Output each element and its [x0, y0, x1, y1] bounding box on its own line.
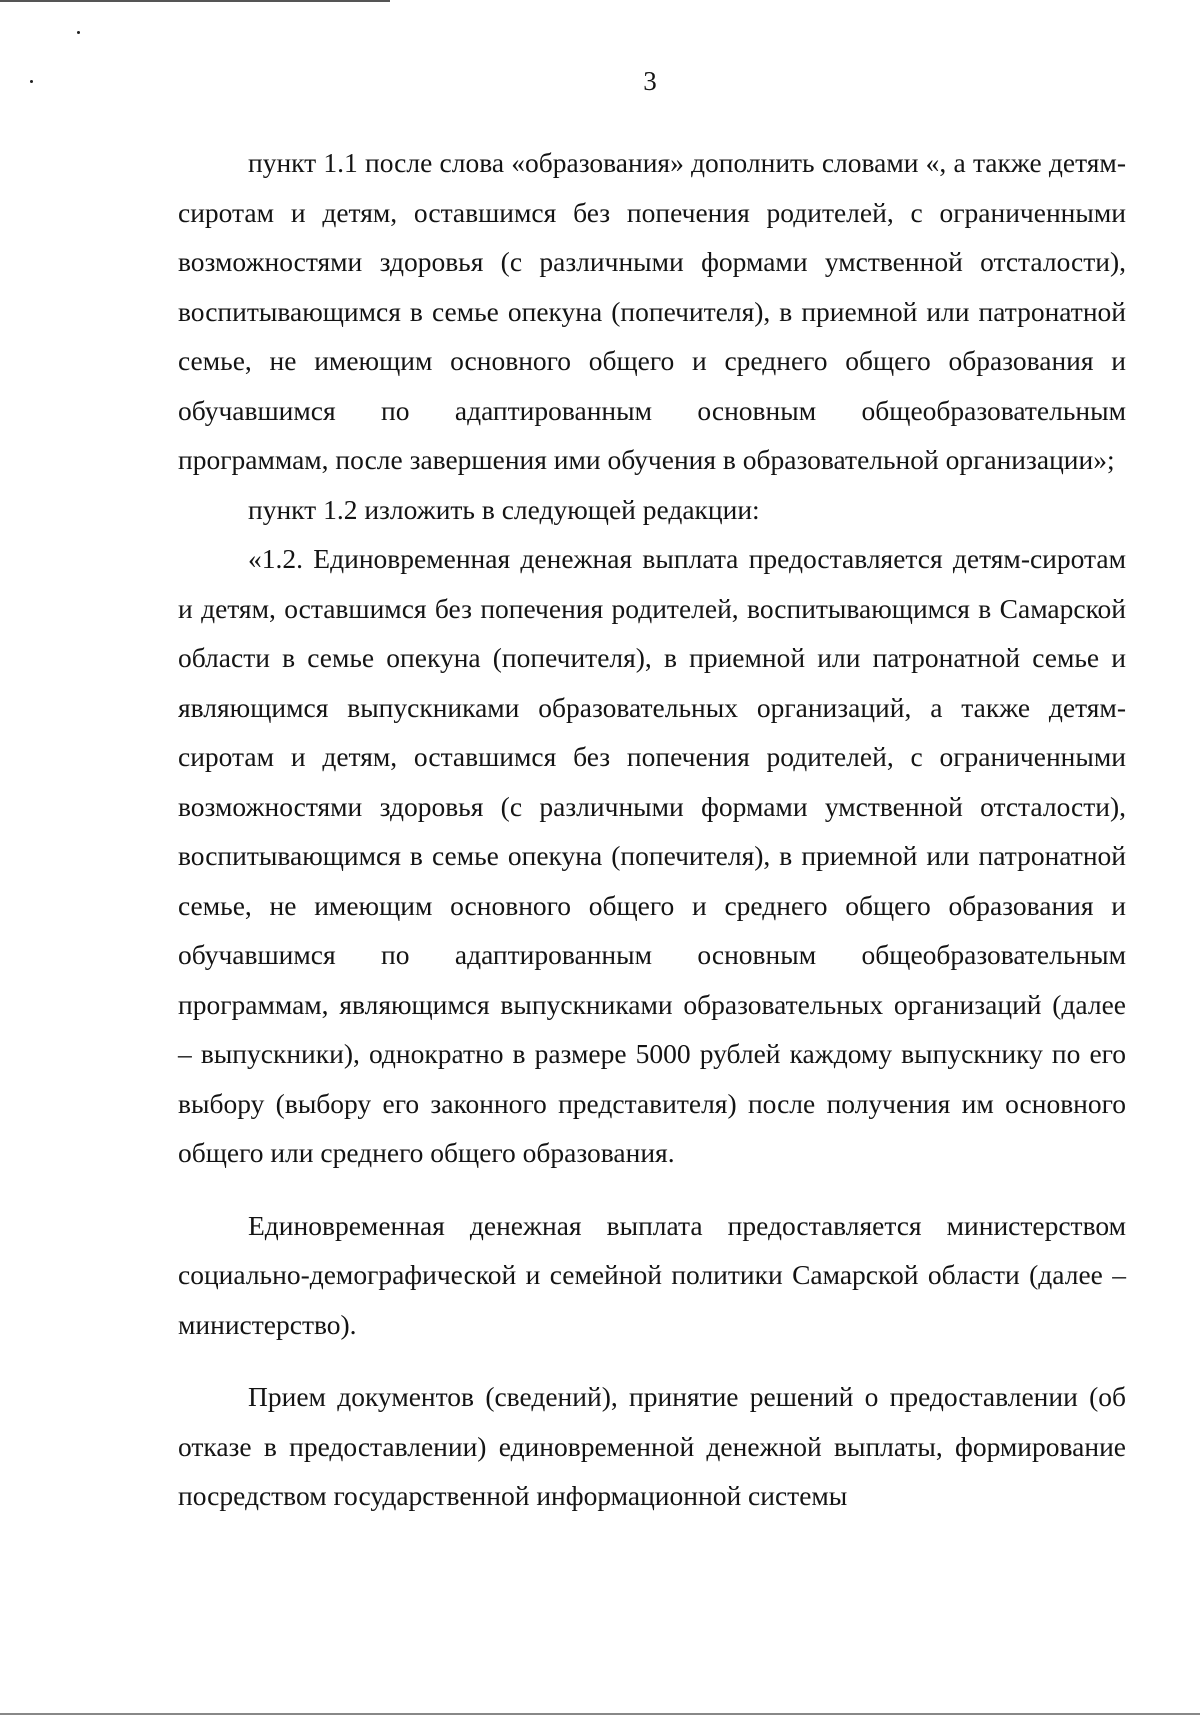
- scan-edge-line-top: [0, 0, 390, 2]
- paragraph-amendment-1-2-intro: пункт 1.2 изложить в следующей редакции:: [248, 493, 760, 525]
- paragraph-ministry: Единовременная денежная выплата предоставляется министерством социально-демографической и семейной политики Самарской области (далее – министерство).: [178, 1209, 1126, 1340]
- paragraph-document-intake: Прием документов (сведений), принятие решений о предоставлении (об отказе в предоставлении) единовременной денежной выплаты, формирование посредством государственной информационной системы: [178, 1381, 1126, 1511]
- scan-speck: [77, 31, 80, 34]
- document-body: [178, 138, 1126, 1521]
- page-number: 3: [643, 66, 657, 96]
- paragraph-new-1-2-text: «1.2. Единовременная денежная выплата предоставляется детям-сиротам и детям, оставшимся без попечения родителей, воспитывающимся в Самарской области в семье опекуна (попечителя), в приемной или патронатной семье и являющимся выпускниками образовательных организаций, а также детям-сиротам и детям, оставшимся без попечения родителей, с ограниченными возможностями здоровья (с различными формами умственной отсталости), воспитывающимся в семье опекуна (попечителя), в приемной или патронатной семье, не имеющим основного общего и среднего общего образования и обучавшимся по адаптированным основным общеобразовательным программам, являющимся выпускниками образовательных организаций (далее – выпускники), однократно в размере 5000 рублей каждому выпускнику по его выбору (выбору его законного представителя) после получения им основного общего или среднего общего образования.: [178, 543, 1126, 1168]
- paragraph-amendment-1-1: пункт 1.1 после слова «образования» дополнить словами «, а также детям-сиротам и детям, оставшимся без попечения родителей, с ограниченными возможностями здоровья (с различными формами умственной отсталости), воспитывающимся в семье опекуна (попечителя), в приемной или патронатной семье, не имеющим основного общего и среднего общего образования и обучавшимся по адаптированным основным общеобразовательным программам, после завершения ими обучения в образовательной организации»;: [178, 147, 1126, 475]
